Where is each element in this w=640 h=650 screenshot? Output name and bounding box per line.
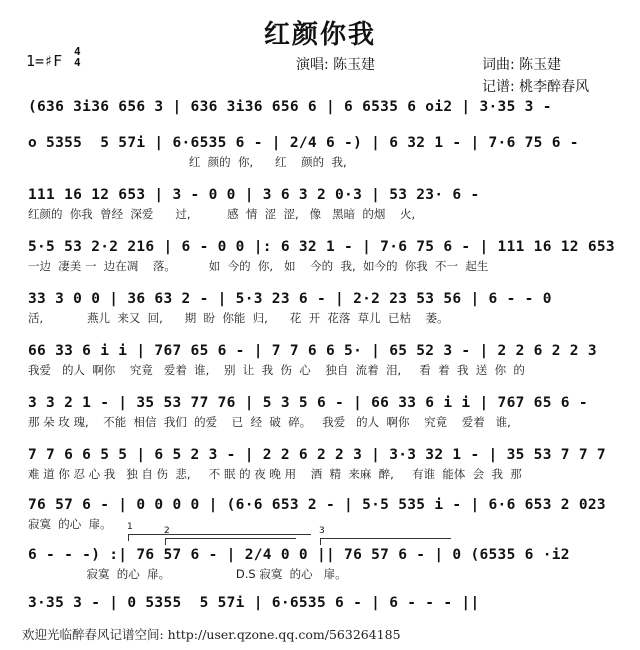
volta-label: 2 [164, 526, 170, 536]
volta-bracket-2 [164, 526, 296, 545]
lyrics-row: 寂寞 的心 扉。 D.S 寂寞 的心 扉。 [28, 567, 347, 581]
notation-row: 7 7 6 6 5 5 | 6 5 2 3 - | 2 2 6 2 2 3 | 3·3 32 1 - | 35 53 7 7 7 [28, 447, 606, 463]
notation-row: 66 33 6 i i | 767 65 6 - | 7 7 6 6 5· | 65 52 3 - | 2 2 6 2 2 3 [28, 343, 597, 359]
lyricist-credit: 词曲: 陈玉建 [482, 57, 562, 73]
notation-row: 33 3 0 0 | 36 63 2 - | 5·3 23 6 - | 2·2 23 53 56 | 6 - - 0 [28, 291, 552, 307]
time-signature-top: 4 [74, 45, 81, 58]
score-line-8 [28, 444, 618, 482]
volta-label: 1 [127, 522, 133, 532]
lyrics-row: 活, 燕儿 来又 回, 期 盼 你能 归, 花 开 花落 草儿 已枯 萎。 [28, 311, 449, 325]
score-line-6 [28, 340, 618, 378]
notation-row: 5·5 53 2·2 216 | 6 - 0 0 |: 6 32 1 - | 7·6 75 6 - | 111 16 12 653 [28, 239, 615, 255]
notation-row: 6 - - -) :| 76 57 6 - | 2/4 0 0 || 76 57 6 - | 0 (6535 6 ·i2 [28, 547, 570, 563]
score-line-10 [28, 544, 618, 582]
lyrics-row: 寂寞 的心 扉。 [28, 517, 112, 531]
notation-row: 3·35 3 - | 0 5355 5 57i | 6·6535 6 - | 6 - - - || [28, 595, 480, 611]
notation-row: 111 16 12 653 | 3 - 0 0 | 3 6 3 2 0·3 | 53 23· 6 - [28, 187, 480, 203]
notation-row: 3 3 2 1 - | 35 53 77 76 | 5 3 5 6 - | 66 33 6 i i | 767 65 6 - [28, 395, 588, 411]
notation-row: 76 57 6 - | 0 0 0 0 | (6·6 653 2 - | 5·5 535 i - | 6·6 653 2 023 [28, 497, 606, 513]
lyrics-row: 那 朵 玫 瑰, 不能 相信 我们 的爱 已 经 破 碎。 我爱 的人 啊你 究竟 爱着 谁, [28, 415, 511, 429]
volta-bracket-3 [319, 526, 451, 545]
score-line-4 [28, 236, 618, 274]
time-signature-bottom: 4 [74, 56, 81, 69]
lyrics-row: 红 颜的 你, 红 颜的 我, [28, 155, 347, 169]
time-signature [74, 46, 81, 68]
score-line-1 [28, 96, 618, 134]
transcriber-credit: 记谱: 桃李醉春风 [482, 79, 590, 95]
song-title: 红颜你我 [263, 20, 376, 50]
score-line-5 [28, 288, 618, 326]
lyrics-row: 红颜的 你我 曾经 深爱 过, 感 情 涩 涩, 像 黑暗 的烟 火, [28, 207, 416, 221]
volta-label: 3 [319, 526, 325, 536]
score-line-2 [28, 132, 618, 170]
notation-row: o 5355 5 57i | 6·6535 6 - | 2/4 6 -) | 6 32 1 - | 7·6 75 6 - [28, 135, 579, 151]
key-signature: 1=♯F [26, 52, 63, 70]
singer-credit: 演唱: 陈玉建 [296, 57, 376, 73]
score-line-3 [28, 184, 618, 222]
score-line-7 [28, 392, 618, 430]
lyrics-row: 我爱 的人 啊你 究竟 爱着 谁, 别 让 我 伤 心 独自 流着 泪, 看 着 我 送 你 的 [28, 363, 525, 377]
notation-row: (636 3i36 656 3 | 636 3i36 656 6 | 6 6535 6 oi2 | 3·35 3 - [28, 99, 552, 115]
lyrics-row: 一边 凄美 一 边在凋 落。 如 今的 你, 如 今的 我, 如今的 你我 不一 起生 [28, 259, 489, 273]
lyrics-row: 难 道 你 忍 心 我 独 自 伤 悲, 不 眠 的 夜 晚 用 酒 精 来麻 醉, 有谁 能体 会 我 那 [28, 467, 522, 481]
footer-link-text: 欢迎光临醉春风记谱空间: http://user.qzone.qq.com/563264185 [22, 627, 401, 642]
